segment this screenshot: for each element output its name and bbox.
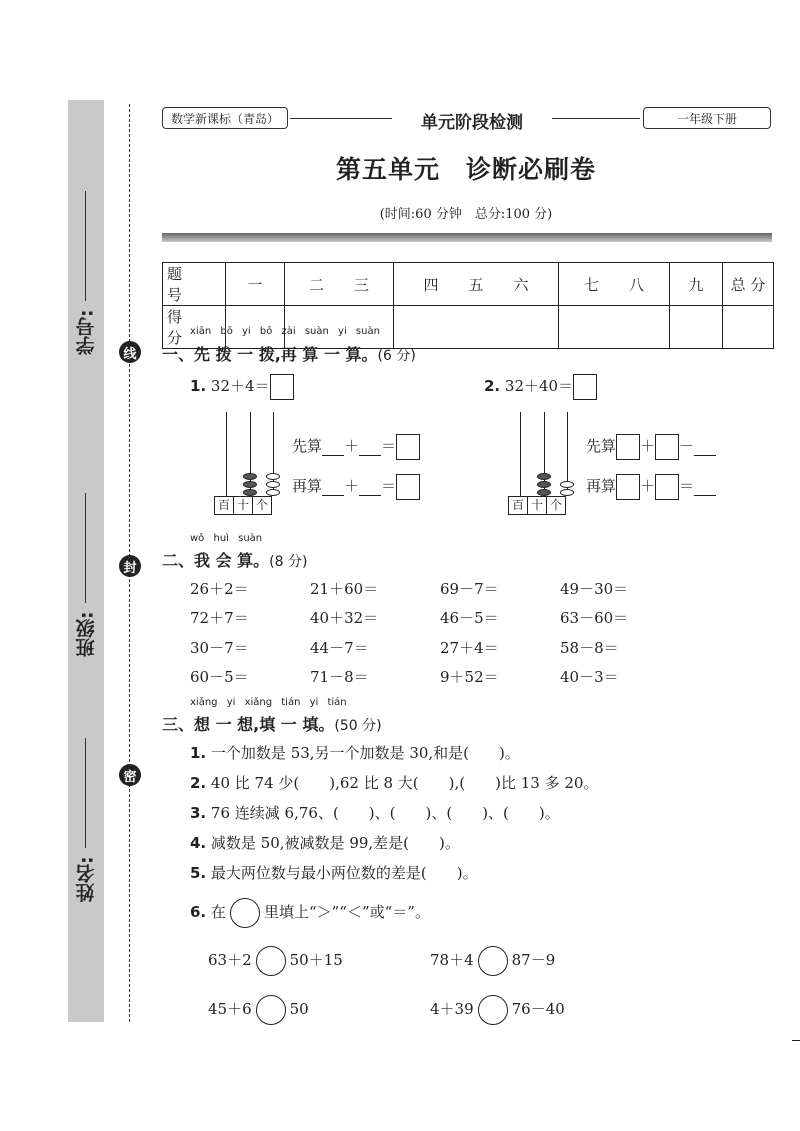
score-cell[interactable] bbox=[559, 306, 670, 349]
section1-q1-step1: 先算 ＋ ＝ bbox=[292, 434, 420, 460]
score-header-label: 题 号 bbox=[163, 263, 226, 306]
abacus-base: 百 十 个 bbox=[214, 496, 272, 515]
abacus-bead[interactable] bbox=[266, 481, 280, 488]
section3-title: 三、想 一 想,填 一 填。(50 分) bbox=[162, 715, 382, 734]
abacus-bead[interactable] bbox=[243, 489, 257, 496]
grade-tag: 一年级下册 bbox=[643, 107, 771, 129]
section1-q2-step2: 再算 ＋ ＝ bbox=[586, 474, 716, 500]
answer-box[interactable] bbox=[655, 434, 679, 460]
calc-item: 63－60＝ bbox=[560, 609, 629, 627]
compare-item: 4＋39 76－40 bbox=[430, 995, 565, 1025]
answer-box[interactable] bbox=[616, 474, 640, 500]
calc-item: 44－7＝ bbox=[310, 639, 369, 657]
calc-item: 46－5＝ bbox=[440, 609, 499, 627]
answer-box[interactable] bbox=[396, 434, 420, 460]
calc-item: 49－30＝ bbox=[560, 580, 629, 598]
calc-item: 27＋4＝ bbox=[440, 639, 499, 657]
abacus-bead[interactable] bbox=[537, 489, 551, 496]
compare-circle[interactable] bbox=[478, 946, 508, 976]
score-col-total: 总 分 bbox=[723, 263, 774, 306]
abacus-bead[interactable] bbox=[243, 481, 257, 488]
abacus-rod bbox=[520, 412, 521, 496]
section3-q1: 1. 一个加数是 53,另一个加数是 30,和是( )。 bbox=[190, 744, 520, 762]
abacus-bead[interactable] bbox=[266, 473, 280, 480]
class-label: 班级: bbox=[70, 455, 102, 695]
score-col: 七 八 bbox=[559, 263, 670, 306]
section2-pinyin: wǒ huì suàn bbox=[190, 533, 263, 544]
score-col: 九 bbox=[670, 263, 723, 306]
page-subtitle: (时间:60 分钟 总分:100 分) bbox=[379, 207, 553, 222]
calc-item: 72＋7＝ bbox=[190, 609, 249, 627]
seal-seal: 封 bbox=[119, 555, 141, 577]
compare-circle[interactable] bbox=[256, 946, 286, 976]
score-col: 二 三 bbox=[285, 263, 394, 306]
calc-item: 26＋2＝ bbox=[190, 580, 249, 598]
answer-box[interactable] bbox=[270, 374, 294, 400]
section1-q2-step1: 先算 ＋ － bbox=[586, 434, 716, 460]
section2-title: 二、我 会 算。(8 分) bbox=[162, 551, 308, 570]
score-col: 一 bbox=[226, 263, 285, 306]
calc-item: 40＋32＝ bbox=[310, 609, 379, 627]
section3-q2: 2. 40 比 74 少( ),62 比 8 大( ),( )比 13 多 20。 bbox=[190, 774, 599, 792]
section3-q5: 5. 最大两位数与最小两位数的差是( )。 bbox=[190, 864, 478, 882]
section1-q1: 1. 32＋4＝ bbox=[190, 374, 294, 400]
section1-title: 一、先 拨 一 拨,再 算 一 算。(6 分) bbox=[162, 345, 416, 364]
curriculum-tag: 数学新课标（青岛） bbox=[162, 107, 288, 129]
section3-pinyin: xiǎng yi xiǎng tián yi tián bbox=[190, 697, 347, 708]
abacus-bead[interactable] bbox=[560, 489, 574, 496]
calc-item: 9＋52＝ bbox=[440, 668, 499, 686]
section3-q4: 4. 减数是 50,被减数是 99,差是( )。 bbox=[190, 834, 460, 852]
compare-circle[interactable] bbox=[478, 995, 508, 1025]
compare-item: 78＋4 87－9 bbox=[430, 946, 555, 976]
section1-pinyin: xiān bō yi bō zài suàn yi suàn bbox=[190, 326, 380, 337]
name-label: 姓名: bbox=[70, 700, 102, 940]
score-cell[interactable] bbox=[723, 306, 774, 349]
calc-item: 60－5＝ bbox=[190, 668, 249, 686]
student-id-label: 学号: bbox=[70, 108, 102, 438]
section1-q1-step2: 再算 ＋ ＝ bbox=[292, 474, 420, 500]
abacus-base: 百 十 个 bbox=[508, 496, 566, 515]
compare-item: 45＋6 50 bbox=[208, 995, 309, 1025]
score-cell[interactable] bbox=[394, 306, 559, 349]
abacus-bead[interactable] bbox=[537, 481, 551, 488]
page-edge-mark bbox=[792, 1040, 800, 1041]
score-cell[interactable] bbox=[670, 306, 723, 349]
score-row-label: 得 分 bbox=[163, 306, 226, 349]
page-title: 第五单元 诊断必刷卷 bbox=[335, 155, 596, 184]
calc-item: 40－3＝ bbox=[560, 668, 619, 686]
compare-circle bbox=[230, 898, 260, 928]
abacus-bead[interactable] bbox=[537, 473, 551, 480]
calc-item: 69－7＝ bbox=[440, 580, 499, 598]
seal-line: 线 bbox=[119, 341, 141, 363]
calc-item: 30－7＝ bbox=[190, 639, 249, 657]
answer-box[interactable] bbox=[655, 474, 679, 500]
answer-box[interactable] bbox=[573, 374, 597, 400]
calc-item: 58－8＝ bbox=[560, 639, 619, 657]
calc-item: 71－8＝ bbox=[310, 668, 369, 686]
section3-q6: 6. 在 里填上“＞”“＜”或“＝”。 bbox=[190, 898, 430, 928]
abacus-bead[interactable] bbox=[266, 489, 280, 496]
section1-q2: 2. 32＋40＝ bbox=[484, 374, 597, 400]
abacus-bead[interactable] bbox=[243, 473, 257, 480]
header-banner: 单元阶段检测 bbox=[392, 108, 552, 133]
seal-secret: 密 bbox=[119, 764, 141, 786]
abacus-bead[interactable] bbox=[560, 481, 574, 488]
section3-q3: 3. 76 连续减 6,76、( )、( )、( )、( )。 bbox=[190, 804, 560, 822]
calc-item: 21＋60＝ bbox=[310, 580, 379, 598]
title-rule bbox=[162, 233, 772, 242]
answer-box[interactable] bbox=[616, 434, 640, 460]
compare-item: 63＋2 50＋15 bbox=[208, 946, 343, 976]
compare-circle[interactable] bbox=[256, 995, 286, 1025]
answer-box[interactable] bbox=[396, 474, 420, 500]
score-col: 四 五 六 bbox=[394, 263, 559, 306]
abacus-rod bbox=[226, 412, 227, 496]
